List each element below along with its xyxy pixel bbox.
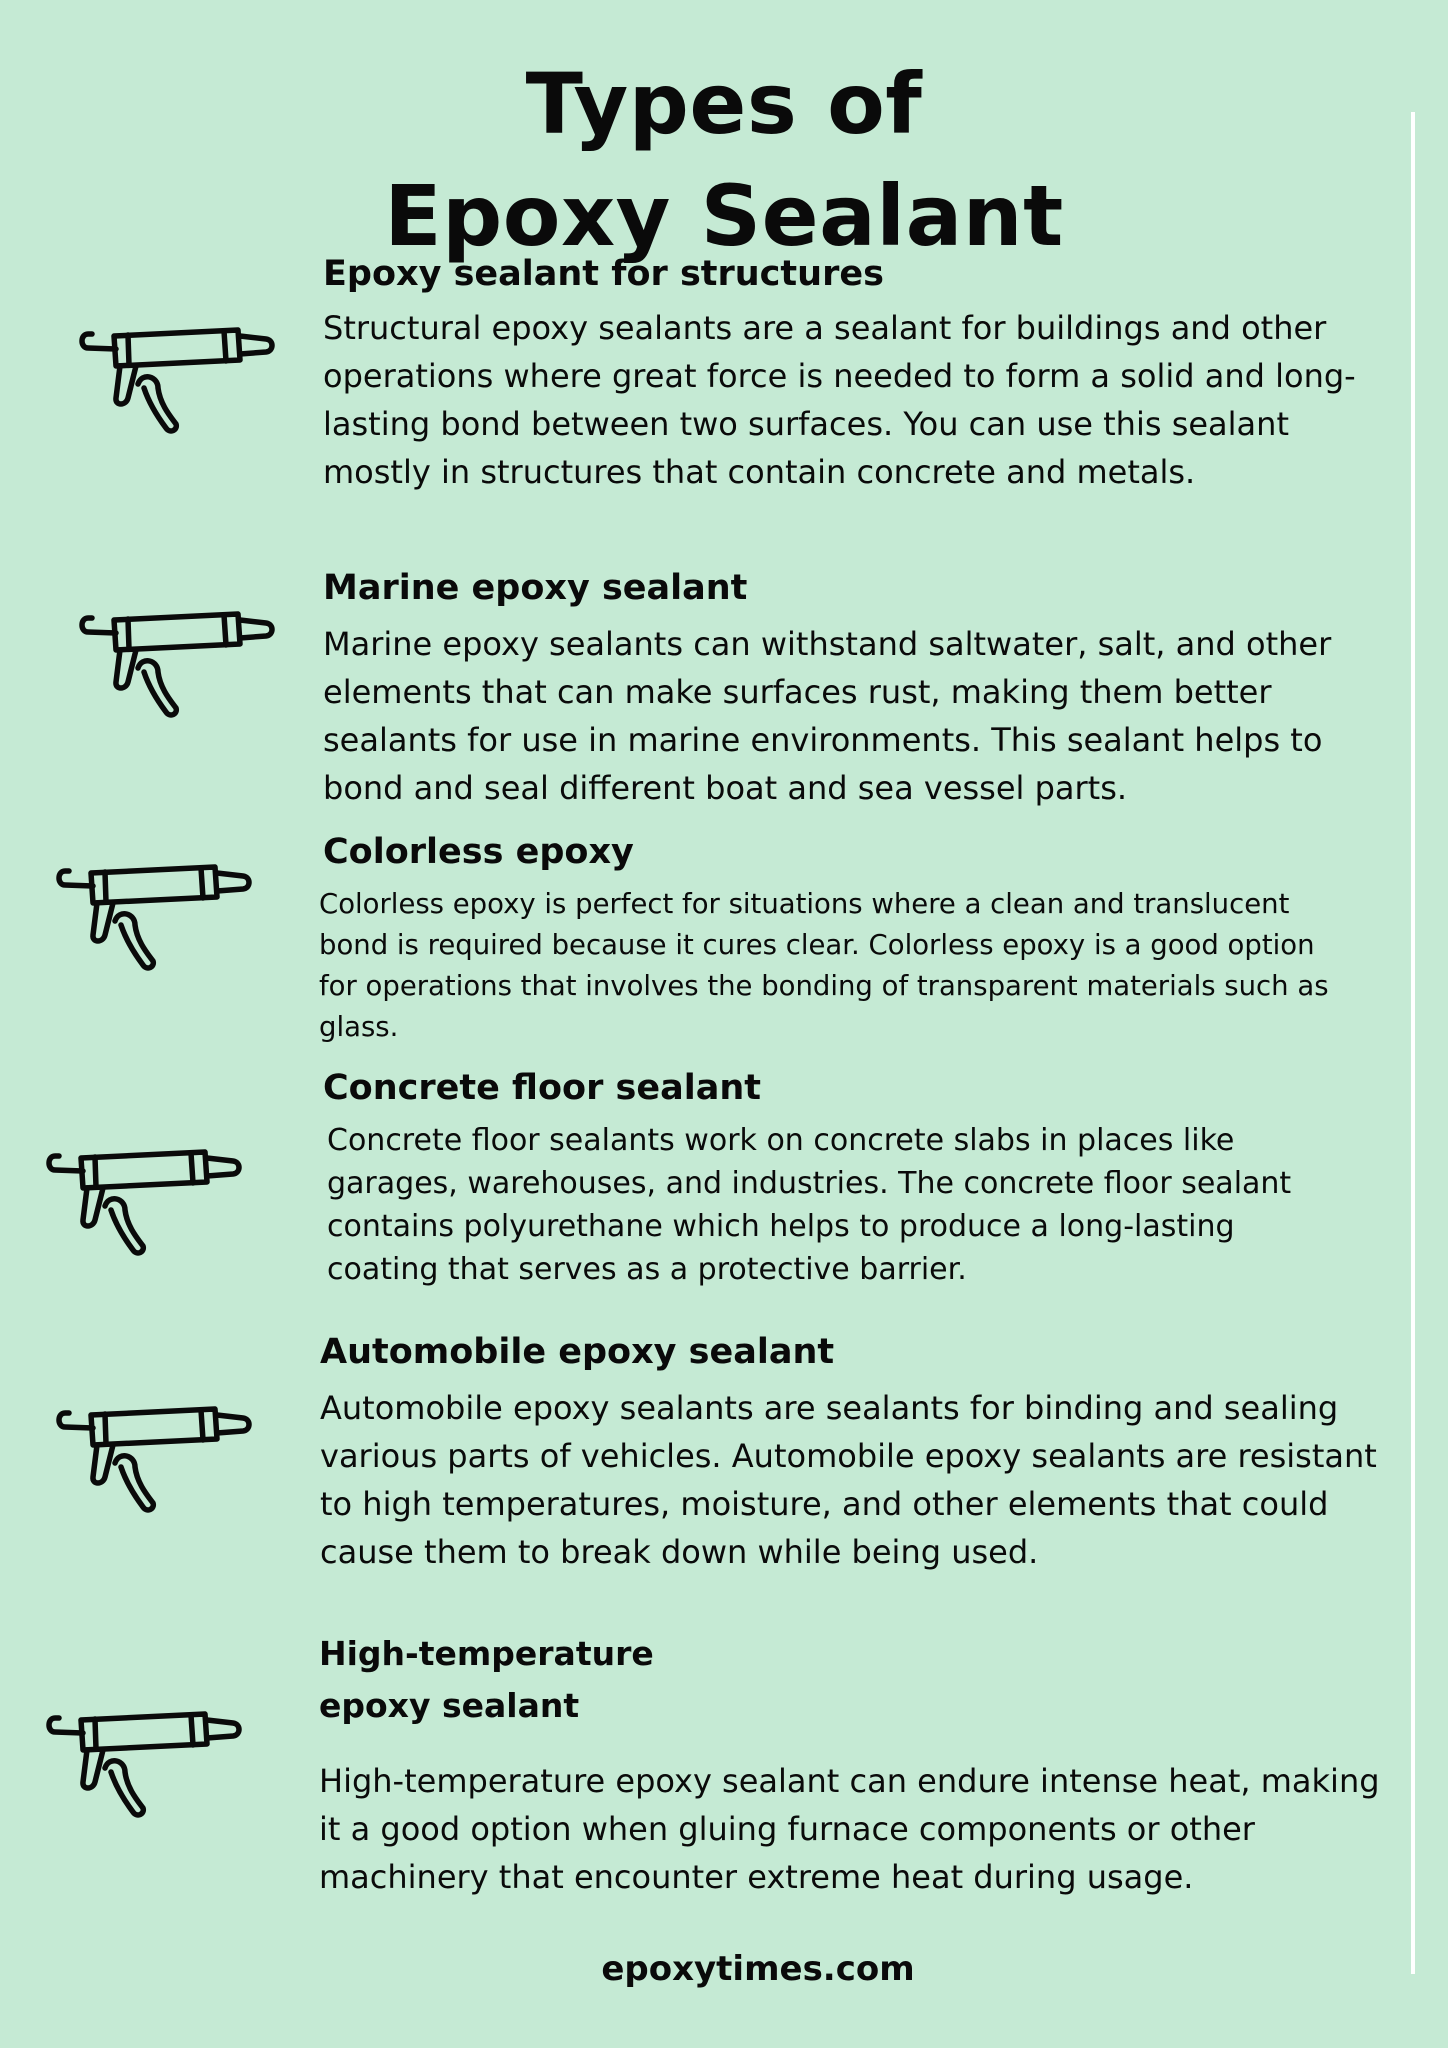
caulking-gun-icon <box>55 1387 255 1527</box>
caulking-gun-icon <box>78 592 278 732</box>
section-heading <box>319 1628 654 1732</box>
heading-line-2: epoxy sealant <box>319 1686 580 1725</box>
caulking-gun-icon <box>78 308 278 448</box>
heading-line-1: High-temperature <box>319 1634 654 1673</box>
vertical-divider <box>1411 112 1415 1974</box>
footer-site: epoxytimes.com <box>601 1949 915 1989</box>
section-heading: Epoxy sealant for structures <box>323 254 884 294</box>
section-body: High-temperature epoxy sealant can endure intense heat, making it a good option when gluing furnace components or other machinery that encounter extreme heat during usage. <box>319 1762 1380 1896</box>
section-heading: Concrete floor sealant <box>323 1068 761 1108</box>
title-line-2: Epoxy Sealant <box>384 167 1064 266</box>
section-body: Marine epoxy sealants can withstand saltwater, salt, and other elements that can make surfaces rust, making them better sealants for use in marine environments. This sealant helps to bond and seal different boat and sea vessel parts. <box>323 625 1332 807</box>
section-heading: Colorless epoxy <box>323 832 634 872</box>
caulking-gun-icon <box>55 845 255 985</box>
section-heading: Marine epoxy sealant <box>323 568 748 608</box>
title-line-1: Types of <box>525 55 923 154</box>
page-title <box>0 48 1448 272</box>
caulking-gun-icon <box>45 1130 245 1270</box>
section-body: Automobile epoxy sealants are sealants for binding and sealing various parts of vehicles. Automobile epoxy sealants are resistant to high temperatures, moisture, and other elements that could cause them to break down while being used. <box>320 1389 1377 1571</box>
section-body: Concrete floor sealants work on concrete slabs in places like garages, warehouses, and industries. The concrete floor sealant contains polyurethane which helps to produce a long-lasting coating that serves as a protective barrier. <box>327 1123 1292 1287</box>
section-heading: Automobile epoxy sealant <box>320 1332 835 1372</box>
caulking-gun-icon <box>45 1692 245 1832</box>
section-body: Colorless epoxy is perfect for situations where a clean and translucent bond is required because it cures clear. Colorless epoxy is a good option for operations that involves the bonding of transparent materials such as glass. <box>319 888 1329 1043</box>
section-body: Structural epoxy sealants are a sealant for buildings and other operations where great force is needed to form a solid and long-lasting bond between two surfaces. You can use this sealant mostly in structures that contain concrete and metals. <box>323 309 1356 491</box>
